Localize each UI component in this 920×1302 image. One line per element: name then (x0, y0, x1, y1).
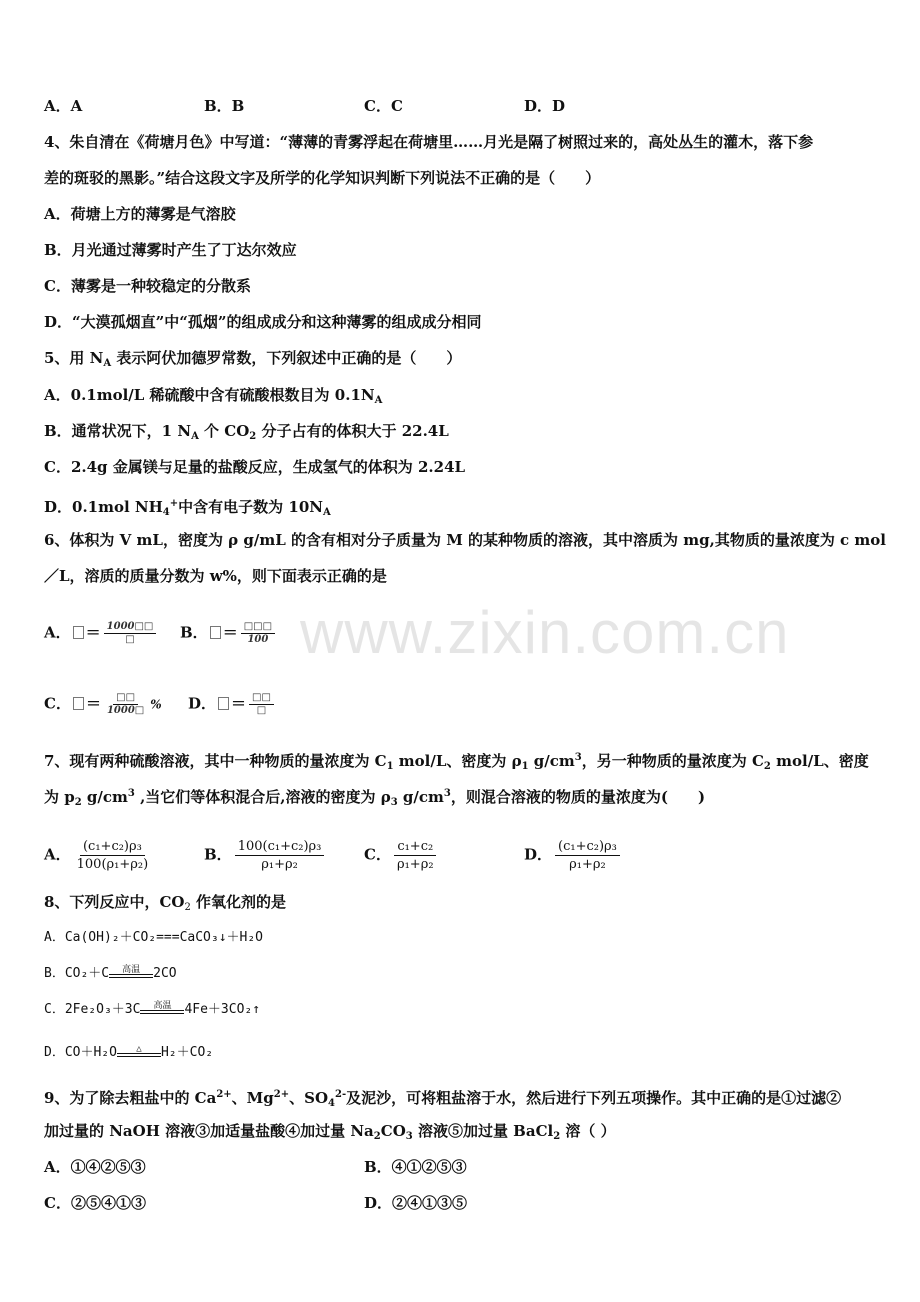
q5-option-d: D．0.1mol $NH_4^+$中含有电子数为 $10N_A$ (44, 498, 331, 518)
q4-option-b: B．月光通过薄雾时产生了丁达尔效应 (44, 241, 297, 259)
fraction: $\frac{\text{(c₁+c₂)ρ₃}}{\text{100(ρ₁+ρ₂)}}$ (76, 839, 149, 872)
q8-stem: 8、下列反应中，$CO_2$ 作氧化剂的是 (44, 893, 287, 913)
fraction: $\frac{□□}{□}$ (249, 692, 274, 717)
q3-option-b: B．B (204, 97, 245, 115)
q7-option-b: B． $\frac{\text{100(c₁+c₂)ρ₃}}{\text{ρ₁+ρ₂}}$ (204, 838, 327, 873)
q4-stem-line2: 差的斑驳的黑影。”结合这段文字及所学的化学知识判断下列说法不正确的是（ ） (44, 169, 601, 187)
missing-glyph-icon (210, 626, 221, 639)
q4-stem-line1: 4、朱自清在《荷塘月色》中写道：“薄薄的青雾浮起在荷塘里……月光是隔了树照过来的，高处丛生的灌木，落下参 (44, 133, 814, 151)
q7-option-c: C． $\frac{\text{c₁+c₂}}{\text{ρ₁+ρ₂}}$ (364, 838, 440, 873)
fraction: $\frac{\text{100(c₁+c₂)ρ₃}}{\text{ρ₁+ρ₂}}$ (235, 838, 325, 873)
q3-option-a: A．A (44, 97, 83, 115)
q7-option-a: A． $\frac{\text{(c₁+c₂)ρ₃}}{\text{100(ρ₁+ρ₂)}}$ (44, 838, 154, 873)
q3-option-c: C．C (364, 97, 403, 115)
q7-stem-line1: 7、现有两种硫酸溶液，其中一种物质的量浓度为 $C_1$ mol/L、密度为 $\rho_1$ $g/cm^3$，另一种物质的量浓度为 $C_2$ mol/L、密度 (44, 752, 869, 772)
q5-option-c: C．2.4g 金属镁与足量的盐酸反应，生成氢气的体积为 2.24L (44, 458, 466, 476)
reaction-condition: 高温 (140, 1002, 184, 1018)
q5-option-a: A．0.1mol/L 稀硫酸中含有硫酸根数目为 $0.1N_A$ (44, 386, 383, 406)
q6-option-d: D． ＝ $\frac{□□}{□}$ (188, 692, 277, 717)
q3-option-d: D．D (524, 97, 566, 115)
fraction: $\frac{□□}{1000□}$ (106, 692, 145, 716)
reaction-condition: 高温 (109, 966, 153, 982)
q9-stem-line1: 9、为了除去粗盐中的 $Ca^{2+}$、$Mg^{2+}$、$SO_4^{2-}$及泥沙，可将粗盐溶于水，然后进行下列五项操作。其中正确的是①过滤② (44, 1089, 842, 1109)
q9-option-c: C．②⑤④①③ (44, 1194, 146, 1212)
q6-option-a: A． ＝ $\frac{1000□□}{□}$ (44, 621, 159, 646)
q7-option-d: D． $\frac{\text{(c₁+c₂)ρ₃}}{\text{ρ₁+ρ₂}}$ (524, 838, 623, 873)
watermark: www.zixin.com.cn (300, 599, 790, 666)
q4-option-a: A．荷塘上方的薄雾是气溶胶 (44, 205, 236, 223)
fraction: $\frac{1000□□}{□}$ (104, 621, 157, 646)
q5-stem: 5、用 $N_A$ 表示阿伏加德罗常数，下列叙述中正确的是（ ） (44, 349, 462, 369)
q4-option-d: D．“大漠孤烟直”中“孤烟”的组成成分和这种薄雾的组成成分相同 (44, 313, 482, 331)
fraction: $\frac{\text{(c₁+c₂)ρ₃}}{\text{ρ₁+ρ₂}}$ (555, 838, 620, 873)
q5-option-b: B．通常状况下，1 $N_A$ 个 $CO_2$ 分子占有的体积大于 22.4L (44, 422, 449, 442)
reaction-condition: △ (117, 1045, 161, 1061)
q9-stem-line2: 加过量的 NaOH 溶液③加适量盐酸④加过量 $Na_2CO_3$ 溶液⑤加过量 BaCl$_2$ 溶（ ） (44, 1122, 616, 1142)
q6-option-b: B． ＝ $\frac{□□□}{100}$ (180, 621, 278, 646)
missing-glyph-icon (73, 697, 84, 710)
q8-option-c: C．2Fe₂O₃＋3C 高温 4Fe＋3CO₂↑ (44, 1000, 261, 1017)
q6-option-c: C． ＝ $\frac{□□}{1000□}$ % (44, 692, 162, 716)
q8-option-b: B．CO₂＋C 高温 2CO (44, 964, 177, 981)
missing-glyph-icon (218, 697, 229, 710)
q4-option-c: C．薄雾是一种较稳定的分散系 (44, 277, 251, 295)
q6-stem-line2: ／L，溶质的质量分数为 w%，则下面表示正确的是 (44, 567, 387, 585)
fraction: $\frac{\text{c₁+c₂}}{\text{ρ₁+ρ₂}}$ (394, 838, 437, 873)
q6-stem-line1: 6、体积为 V mL，密度为 ρ g/mL 的含有相对分子质量为 M 的某种物质的溶液，其中溶质为 mg,其物质的量浓度为 c mol (44, 531, 886, 549)
q8-option-a: A．Ca(OH)₂＋CO₂===CaCO₃↓＋H₂O (44, 930, 264, 945)
q9-option-a: A．①④②⑤③ (44, 1158, 146, 1176)
fraction: $\frac{□□□}{100}$ (241, 621, 275, 646)
q8-option-d: D．CO＋H₂O △ H₂＋CO₂ (44, 1043, 214, 1060)
q9-option-b: B．④①②⑤③ (364, 1158, 467, 1176)
q7-stem-line2: 为 $p_2$ $g/cm^3$ ,当它们等体积混合后,溶液的密度为 $\rho_3$ $g/cm^3$，则混合溶液的物质的量浓度为( ) (44, 788, 706, 808)
q9-option-d: D．②④①③⑤ (364, 1194, 468, 1212)
missing-glyph-icon (73, 626, 84, 639)
